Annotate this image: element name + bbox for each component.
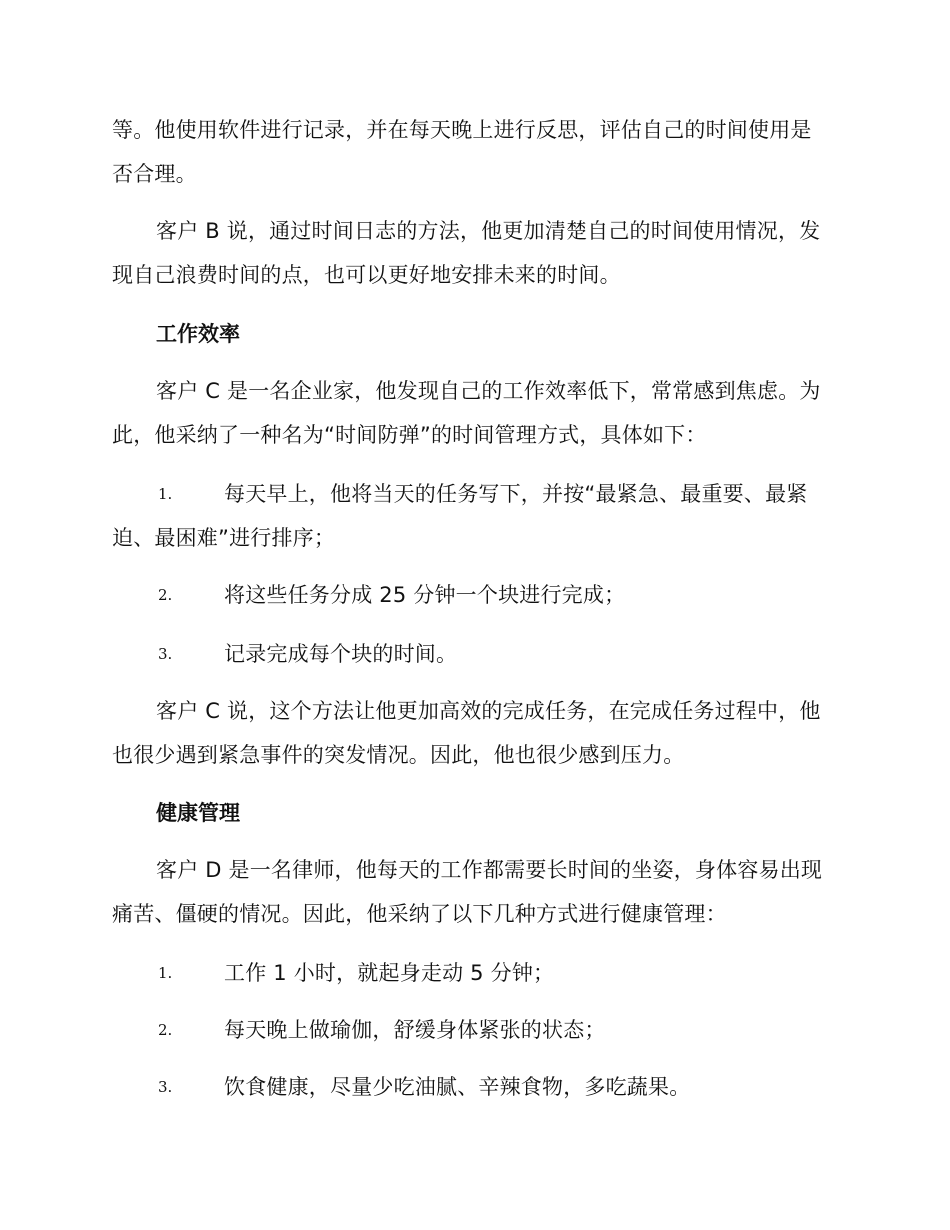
paragraph-line: 现自己浪费时间的点，也可以更好地安排未来的时间。 (112, 263, 621, 287)
list-number: 3. (158, 645, 173, 663)
paragraph-line: 客户 C 说，这个方法让他更加高效的完成任务，在完成任务过程中，他 (156, 699, 821, 723)
paragraph-line: 此，他采纳了一种名为“时间防弹”的时间管理方式，具体如下： (112, 423, 707, 447)
list-number: 1. (158, 485, 173, 503)
list-number: 1. (158, 964, 173, 982)
paragraph-line: 客户 B 说，通过时间日志的方法，他更加清楚自己的时间使用情况，发 (156, 219, 821, 243)
paragraph-line: 也很少遇到紧急事件的突发情况。因此，他也很少感到压力。 (112, 743, 685, 767)
list-number: 2. (158, 1021, 173, 1039)
paragraph-line: 客户 D 是一名律师，他每天的工作都需要长时间的坐姿，身体容易出现 (156, 858, 823, 882)
list-number: 2. (158, 586, 173, 604)
paragraph-line: 等。他使用软件进行记录，并在每天晚上进行反思，评估自己的时间使用是 (112, 118, 812, 142)
section-heading-work-efficiency: 工作效率 (156, 322, 240, 346)
section-heading-health-management: 健康管理 (156, 801, 240, 825)
paragraph-line: 客户 C 是一名企业家，他发现自己的工作效率低下，常常感到焦虑。为 (156, 379, 821, 403)
list-item-text: 饮食健康，尽量少吃油腻、辛辣食物，多吃蔬果。 (224, 1075, 691, 1099)
paragraph-line: 否合理。 (112, 162, 197, 186)
paragraph-line: 痛苦、僵硬的情况。因此，他采纳了以下几种方式进行健康管理： (112, 902, 727, 926)
list-item-text: 记录完成每个块的时间。 (224, 642, 458, 666)
list-item-text: 每天晚上做瑜伽，舒缓身体紧张的状态； (224, 1018, 606, 1042)
list-item-text: 每天早上，他将当天的任务写下，并按“最紧急、最重要、最紧 (224, 482, 808, 506)
list-item-text: 工作 1 小时，就起身走动 5 分钟； (224, 961, 555, 985)
list-item-text: 迫、最困难”进行排序； (112, 526, 336, 550)
list-item-text: 将这些任务分成 25 分钟一个块进行完成； (224, 583, 626, 607)
list-number: 3. (158, 1078, 173, 1096)
